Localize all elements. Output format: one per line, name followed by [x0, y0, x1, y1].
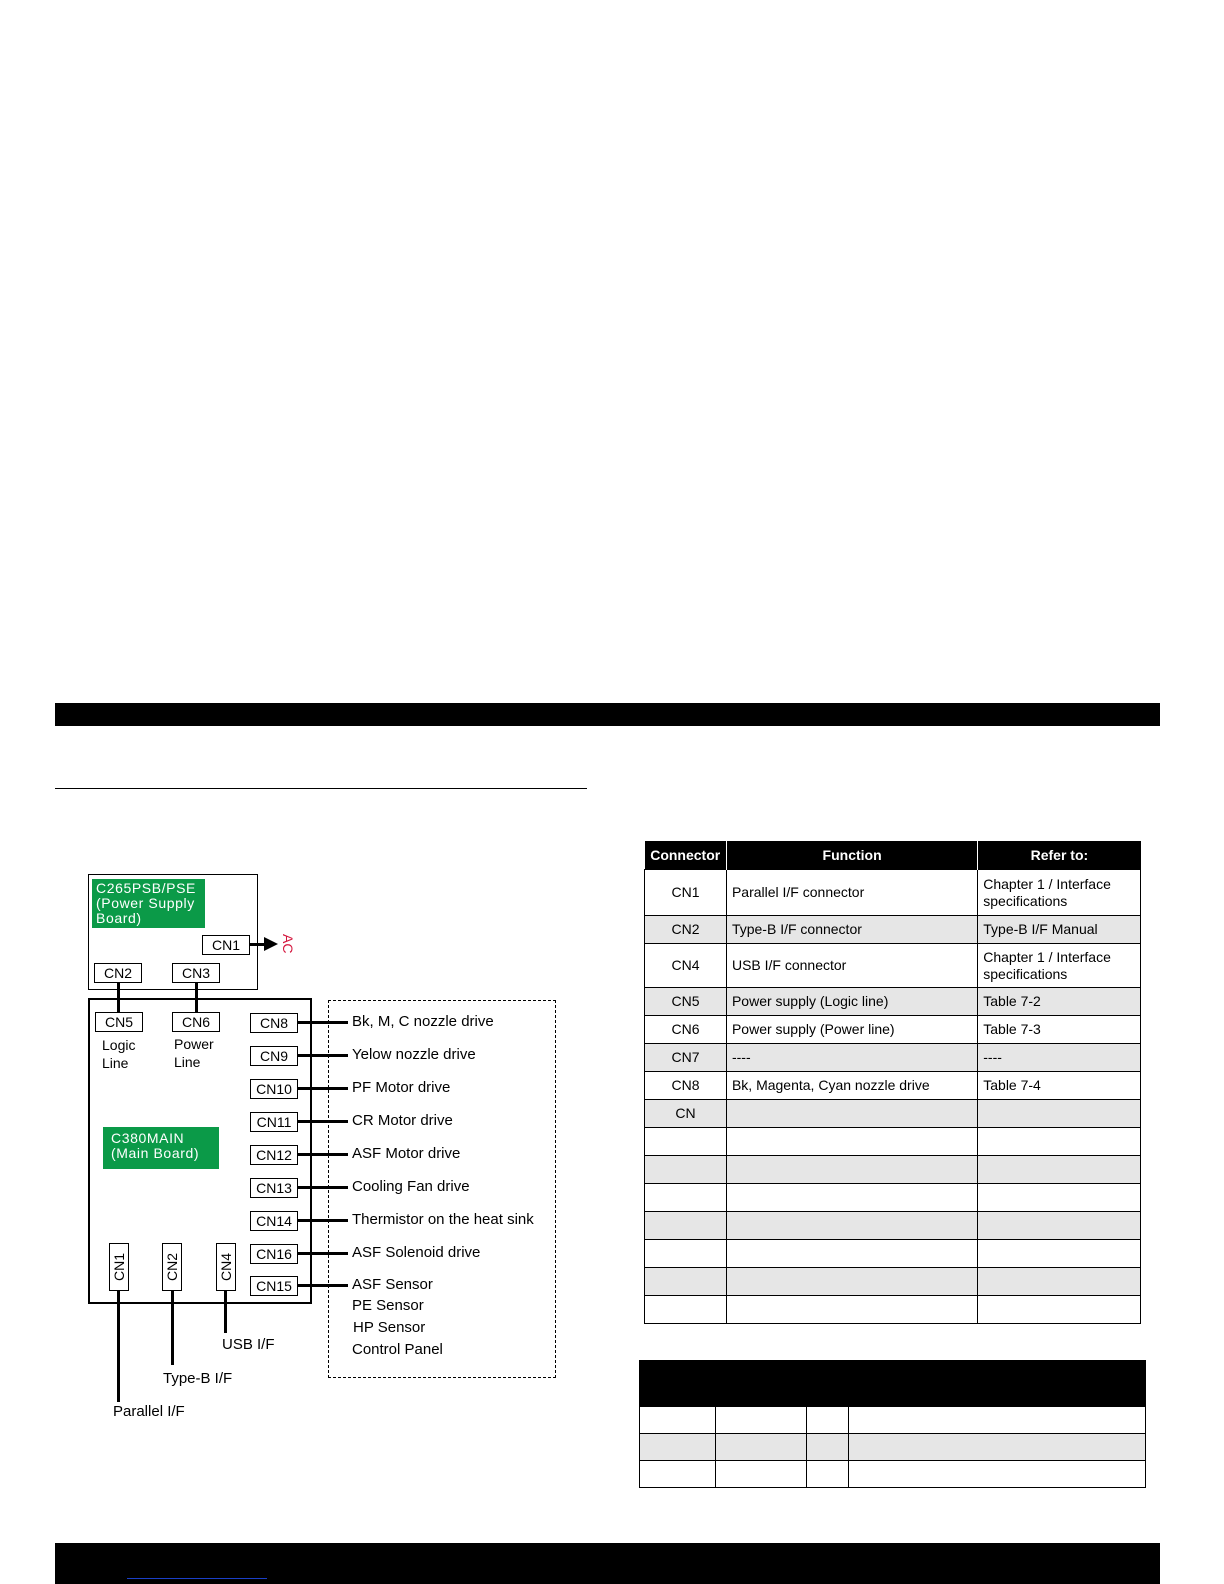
main-cn1-label: CN1	[111, 1252, 127, 1282]
table-row	[645, 1212, 1141, 1240]
main-cn4-vertical	[216, 1243, 236, 1291]
cell-connector	[645, 1128, 727, 1156]
table-cell	[806, 1434, 848, 1461]
logic-line-label: Logic Line	[102, 1037, 136, 1071]
main-cn2-vertical	[162, 1243, 182, 1291]
output-hp-sensor: HP Sensor	[353, 1319, 426, 1336]
ac-line	[249, 943, 265, 946]
cell-connector	[645, 1212, 727, 1240]
table-cell	[806, 1461, 848, 1488]
output-cn13: Cooling Fan drive	[352, 1178, 470, 1195]
cell-connector	[645, 1184, 727, 1212]
cell-refer	[978, 1128, 1141, 1156]
cell-function: Type-B I/F connector	[726, 916, 977, 944]
cell-connector: CN8	[645, 1072, 727, 1100]
cell-function: Bk, Magenta, Cyan nozzle drive	[726, 1072, 977, 1100]
output-cn14: Thermistor on the heat sink	[352, 1211, 534, 1228]
output-cn16: ASF Solenoid drive	[352, 1244, 481, 1261]
output-pe-sensor: PE Sensor	[352, 1297, 424, 1314]
table-row	[645, 1072, 1141, 1100]
cell-function	[726, 1296, 977, 1324]
table-cell	[715, 1407, 806, 1434]
table-row	[645, 1240, 1141, 1268]
output-cn12: ASF Motor drive	[352, 1145, 461, 1162]
psu-cn1: CN1	[202, 935, 250, 955]
cell-function: Power supply (Logic line)	[726, 988, 977, 1016]
table-cell	[640, 1461, 716, 1488]
table-cell	[715, 1461, 806, 1488]
cell-connector: CN7	[645, 1044, 727, 1072]
cell-connector: CN	[645, 1100, 727, 1128]
main-cn10: CN10	[250, 1079, 298, 1099]
output-cn15: ASF Sensor	[352, 1276, 433, 1293]
pin-table-header-cell	[640, 1361, 1146, 1407]
cell-function	[726, 1212, 977, 1240]
table-row	[640, 1434, 1146, 1461]
table-cell	[848, 1461, 1145, 1488]
cell-function: Parallel I/F connector	[726, 870, 977, 916]
usb-line	[224, 1290, 227, 1333]
ac-label: AC	[280, 934, 296, 954]
parallel-if-label: Parallel I/F	[113, 1403, 185, 1420]
main-cn2-label: CN2	[164, 1252, 180, 1282]
cell-refer	[978, 1100, 1141, 1128]
table-cell	[848, 1407, 1145, 1434]
cell-function: Power supply (Power line)	[726, 1016, 977, 1044]
output-cn10: PF Motor drive	[352, 1079, 451, 1096]
main-cn13: CN13	[250, 1178, 298, 1198]
table-row	[645, 1128, 1141, 1156]
cell-connector: CN2	[645, 916, 727, 944]
cell-refer: Table 7-3	[978, 1016, 1141, 1044]
table-cell	[715, 1434, 806, 1461]
main-cn9: CN9	[250, 1046, 298, 1066]
cell-refer	[978, 1212, 1141, 1240]
main-cn1-vertical	[109, 1243, 129, 1291]
cell-function: ----	[726, 1044, 977, 1072]
typeb-line	[171, 1290, 174, 1365]
header-connector: Connector	[645, 841, 727, 870]
psu-cn3: CN3	[172, 963, 220, 983]
output-control-panel: Control Panel	[352, 1341, 443, 1358]
main-cn12: CN12	[250, 1145, 298, 1165]
psu-board-label: C265PSB/PSE (Power Supply Board)	[92, 879, 205, 928]
cell-refer	[978, 1240, 1141, 1268]
main-cn6: CN6	[172, 1012, 220, 1032]
cell-connector: CN5	[645, 988, 727, 1016]
cell-refer	[978, 1296, 1141, 1324]
table-row	[640, 1407, 1146, 1434]
table-cell	[806, 1407, 848, 1434]
table-row	[645, 1156, 1141, 1184]
table-row	[645, 1100, 1141, 1128]
cell-refer: Table 7-2	[978, 988, 1141, 1016]
table-row	[645, 944, 1141, 988]
header-function: Function	[726, 841, 977, 870]
pin-table	[639, 1360, 1146, 1488]
cell-connector: CN1	[645, 870, 727, 916]
cell-refer: ----	[978, 1044, 1141, 1072]
table-row	[645, 870, 1141, 916]
table-row	[645, 1016, 1141, 1044]
cell-function	[726, 1268, 977, 1296]
main-cn11: CN11	[250, 1112, 298, 1132]
cell-refer	[978, 1268, 1141, 1296]
connector-table-header	[645, 841, 1141, 870]
table-cell	[640, 1434, 716, 1461]
cell-refer	[978, 1184, 1141, 1212]
table-row	[645, 916, 1141, 944]
main-cn5: CN5	[95, 1012, 143, 1032]
output-cn9: Yelow nozzle drive	[352, 1046, 476, 1063]
cell-refer: Chapter 1 / Interface specifications	[978, 870, 1141, 916]
cell-function	[726, 1128, 977, 1156]
main-cn15: CN15	[250, 1276, 298, 1296]
usb-if-label: USB I/F	[222, 1336, 275, 1353]
cell-connector: CN4	[645, 944, 727, 988]
cell-function	[726, 1184, 977, 1212]
psu-cn2: CN2	[94, 963, 142, 983]
main-board-label: C380MAIN (Main Board)	[103, 1127, 219, 1169]
footer-link[interactable]	[127, 1578, 267, 1579]
cell-function: USB I/F connector	[726, 944, 977, 988]
cell-connector	[645, 1156, 727, 1184]
pin-table-header	[640, 1361, 1146, 1407]
cell-connector: CN6	[645, 1016, 727, 1044]
table-cell	[848, 1434, 1145, 1461]
cell-connector	[645, 1268, 727, 1296]
cell-function	[726, 1240, 977, 1268]
cell-refer: Table 7-4	[978, 1072, 1141, 1100]
table-row	[645, 988, 1141, 1016]
output-cn11: CR Motor drive	[352, 1112, 453, 1129]
table-row	[640, 1461, 1146, 1488]
cell-refer: Type-B I/F Manual	[978, 916, 1141, 944]
header-refer-to: Refer to:	[978, 841, 1141, 870]
table-row	[645, 1268, 1141, 1296]
power-line-label: Power Line	[174, 1036, 214, 1070]
cell-connector	[645, 1240, 727, 1268]
cell-function	[726, 1156, 977, 1184]
typeb-if-label: Type-B I/F	[163, 1370, 233, 1387]
output-cn8: Bk, M, C nozzle drive	[352, 1013, 494, 1030]
section-rule	[55, 788, 587, 789]
main-cn4-label: CN4	[218, 1252, 234, 1282]
cell-connector	[645, 1296, 727, 1324]
main-cn16: CN16	[250, 1244, 298, 1264]
cell-function	[726, 1100, 977, 1128]
main-cn14: CN14	[250, 1211, 298, 1231]
ac-arrow-icon	[264, 937, 278, 951]
table-row	[645, 1184, 1141, 1212]
connector-table	[644, 841, 1141, 1324]
header-bar	[55, 703, 1160, 726]
table-row	[645, 1296, 1141, 1324]
parallel-line	[117, 1290, 120, 1402]
cell-refer	[978, 1156, 1141, 1184]
main-cn8: CN8	[250, 1013, 298, 1033]
cell-refer: Chapter 1 / Interface specifications	[978, 944, 1141, 988]
table-row	[645, 1044, 1141, 1072]
table-cell	[640, 1407, 716, 1434]
